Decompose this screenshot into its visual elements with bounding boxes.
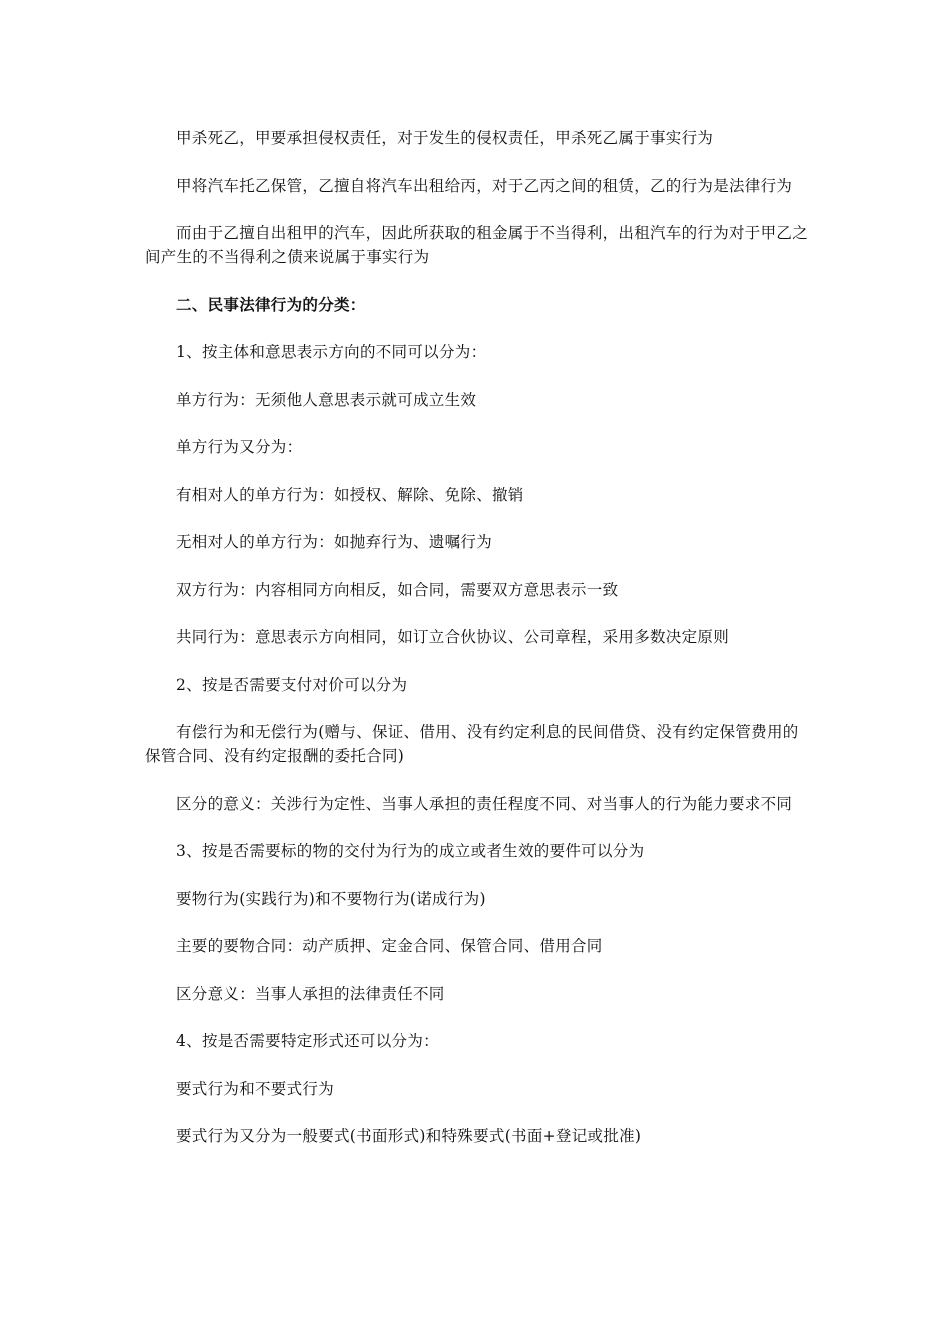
paragraph: 有相对人的单方行为：如授权、解除、免除、撤销 [176,485,524,504]
paragraph: 甲杀死乙，甲要承担侵权责任，对于发生的侵权责任，甲杀死乙属于事实行为 [176,129,714,147]
paragraph: 1、按主体和意思表示方向的不同可以分为： [176,343,487,361]
section-heading: 二、民事法律行为的分类： [176,294,366,314]
paragraph: 要式行为和不要式行为 [176,1079,335,1098]
paragraph: 有偿行为和无偿行为(赠与、保证、借用、没有约定利息的民间借贷、没有约定保管费用的保管合同、没有约定报酬的委托合同) [145,723,799,765]
paragraph: 要物行为(实践行为)和不要物行为(诺成行为) [176,889,486,908]
paragraph: 区分的意义：关涉行为定性、当事人承担的责任程度不同、对当事人的行为能力要求不同 [176,794,793,813]
paragraph: 单方行为又分为： [176,438,303,456]
paragraph: 2、按是否需要支付对价可以分为 [176,675,408,694]
paragraph: 而由于乙擅自出租甲的汽车，因此所获取的租金属于不当得利，出租汽车的行为对于甲乙之间产生的不当得利之债来说属于事实行为 [145,224,809,266]
paragraph: 主要的要物合同：动产质押、定金合同、保管合同、借用合同 [176,937,603,955]
paragraph: 区分意义：当事人承担的法律责任不同 [176,984,445,1003]
document-body [145,126,810,1172]
paragraph: 要式行为又分为一般要式(书面形式)和特殊要式(书面+登记或批准) [176,1127,642,1145]
paragraph: 共同行为：意思表示方向相同，如订立合伙协议、公司章程，采用多数决定原则 [176,628,730,646]
paragraph: 单方行为：无须他人意思表示就可成立生效 [176,390,477,409]
paragraph: 双方行为：内容相同方向相反，如合同，需要双方意思表示一致 [176,580,619,599]
paragraph: 3、按是否需要标的物的交付为行为的成立或者生效的要件可以分为 [176,842,645,860]
paragraph: 4、按是否需要特定形式还可以分为： [176,1032,439,1050]
paragraph: 无相对人的单方行为：如抛弃行为、遗嘱行为 [176,533,493,551]
paragraph: 甲将汽车托乙保管，乙擅自将汽车出租给丙，对于乙丙之间的租赁，乙的行为是法律行为 [176,176,793,195]
